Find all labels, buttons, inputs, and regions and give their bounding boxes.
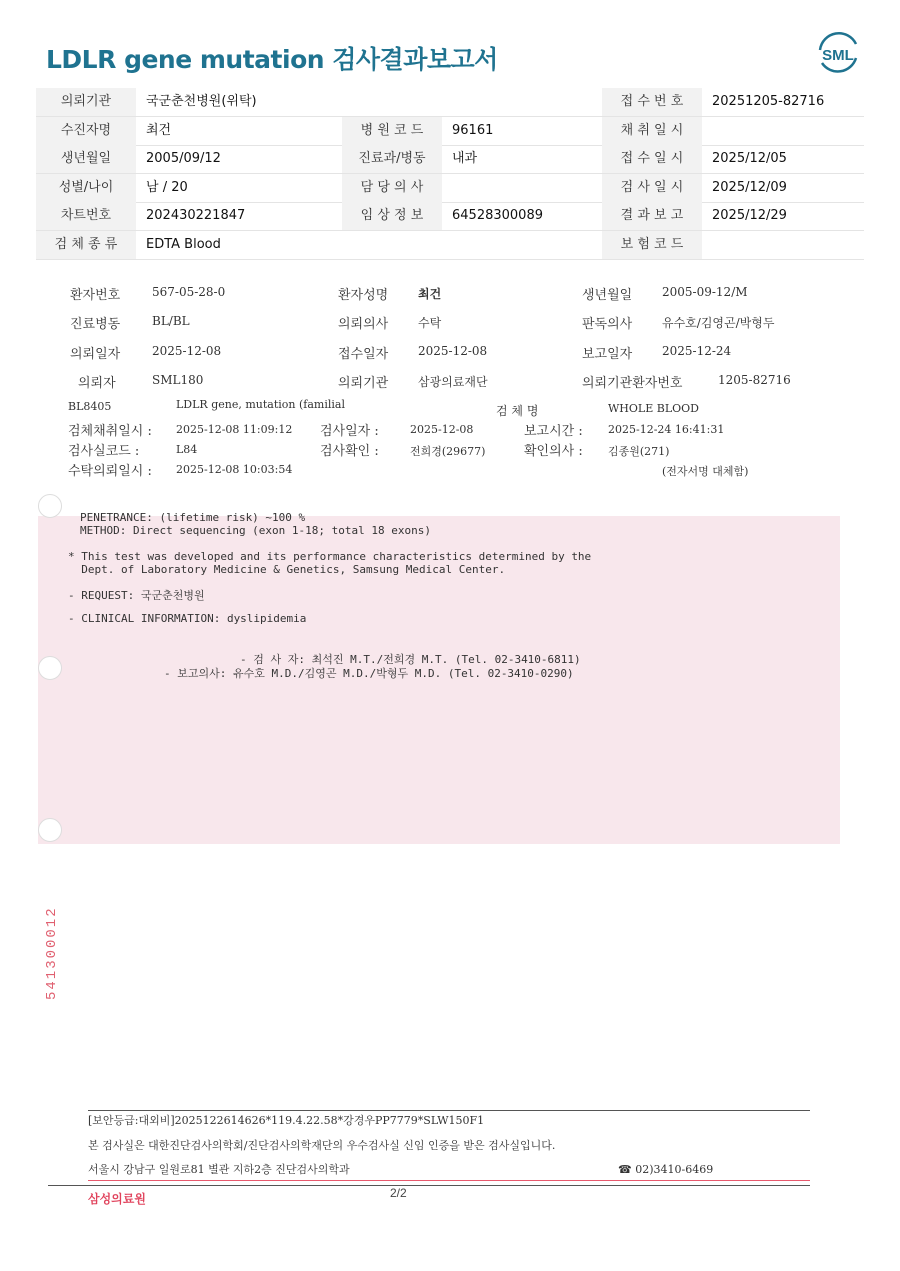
patient-label: 생년월일 — [582, 288, 633, 303]
patient-value: 567-05-28-0 — [152, 285, 226, 299]
header-label: 임 상 정 보 — [342, 202, 442, 230]
patient-label: 보고일자 — [582, 347, 633, 362]
patient-value: 2025-12-08 — [418, 344, 488, 358]
patient-value: 1205-82716 — [718, 373, 791, 387]
phone-text: ☎ 02)3410-6469 — [618, 1163, 714, 1176]
reporttime-label: 보고시간 : — [524, 424, 583, 439]
header-row — [36, 88, 864, 116]
security-line: [보안등급:대외비]2025122614626*119.4.22.58*강경우PP7779*SLW150F1 — [88, 1114, 485, 1127]
header-label: 담 당 의 사 — [342, 174, 442, 202]
patient-value: 유수호/김영곤/박형두 — [662, 316, 775, 330]
patient-label: 의뢰일자 — [70, 347, 121, 362]
header-label: 검 사 일 시 — [602, 174, 702, 202]
header-value — [702, 231, 864, 259]
report-line: - 검 사 자: 최석진 M.T./전희경 M.T. (Tel. 02-3410-6811) — [240, 653, 581, 666]
patient-value: 2025-12-24 — [662, 344, 732, 358]
specimen-label: 검 체 명 — [496, 404, 539, 418]
report-line: - CLINICAL INFORMATION: dyslipidemia — [68, 612, 307, 625]
patient-value: 최건 — [418, 287, 442, 301]
patient-label: 의뢰기관환자번호 — [582, 376, 683, 391]
report-line: * This test was developed and its performance characteristics determined by the — [68, 550, 592, 563]
collect-label: 검체채취일시 : — [68, 424, 152, 439]
header-label: 접 수 번 호 — [602, 88, 702, 116]
header-value: 2025/12/29 — [712, 208, 787, 224]
punch-hole — [38, 818, 62, 842]
header-value: 2005/09/12 — [146, 151, 221, 167]
header-value: 64528300089 — [452, 208, 543, 224]
report-title: LDLR gene mutation 검사결과보고서 — [46, 45, 498, 74]
header-value: 내과 — [452, 151, 478, 167]
header-label: 결 과 보 고 — [602, 202, 702, 230]
doctor-label: 확인의사 : — [524, 444, 583, 459]
header-row — [36, 231, 864, 259]
punch-hole — [38, 656, 62, 680]
header-label: 채 취 일 시 — [602, 117, 702, 145]
reporttime-value: 2025-12-24 16:41:31 — [608, 423, 725, 436]
header-row — [36, 117, 864, 145]
patient-label: 환자성명 — [338, 288, 389, 303]
test-name: LDLR gene, mutation (familial — [176, 398, 345, 411]
esign-note: (전자서명 대체함) — [662, 465, 749, 478]
header-value: EDTA Blood — [146, 237, 221, 252]
header-row — [36, 174, 864, 202]
certification-text: 본 검사실은 대한진단검사의학회/진단검사의학재단의 우수검사실 신임 인증을 받은 검사실입니다. — [88, 1139, 556, 1152]
header-label: 성별/나이 — [36, 174, 136, 202]
patient-value: 2005-09-12/M — [662, 285, 748, 299]
header-value — [702, 117, 864, 145]
specimen-value: WHOLE BLOOD — [608, 402, 699, 415]
header-label: 병 원 코 드 — [342, 117, 442, 145]
report-line: Dept. of Laboratory Medicine & Genetics, Samsung Medical Center. — [68, 563, 506, 576]
patient-value: BL/BL — [152, 314, 190, 328]
patient-label: 접수일자 — [338, 347, 389, 362]
patient-label: 진료병동 — [70, 317, 121, 332]
report-line: PENETRANCE: (lifetime risk) ~100 % — [80, 511, 306, 524]
header-label: 생년월일 — [36, 145, 136, 173]
confirm-value: 전희경(29677) — [410, 445, 486, 458]
header-label: 수진자명 — [36, 117, 136, 145]
testdate-value: 2025-12-08 — [410, 423, 474, 436]
sml-logo — [814, 30, 862, 76]
labcode-label: 검사실코드 : — [68, 444, 140, 459]
report-line: - REQUEST: 국군춘천병원 — [68, 589, 205, 602]
header-row — [36, 145, 864, 173]
header-value: 남 / 20 — [146, 179, 188, 195]
labcode-value: L84 — [176, 443, 198, 456]
header-label: 보 험 코 드 — [602, 231, 702, 259]
patient-label: 의뢰의사 — [338, 317, 389, 332]
header-label: 진료과/병동 — [342, 145, 442, 173]
side-serial-number: 541300012 — [44, 906, 60, 1000]
report-line: - 보고의사: 유수호 M.D./김영곤 M.D./박형두 M.D. (Tel. 02-3410-0290) — [164, 667, 574, 680]
patient-label: 환자번호 — [70, 288, 121, 303]
collect-value: 2025-12-08 11:09:12 — [176, 423, 293, 436]
header-label: 검 체 종 류 — [36, 231, 136, 259]
patient-label: 판독의사 — [582, 317, 633, 332]
consign-label: 수탁의뢰일시 : — [68, 464, 152, 479]
consign-value: 2025-12-08 10:03:54 — [176, 463, 293, 476]
patient-value: 2025-12-08 — [152, 344, 222, 358]
doctor-value: 김종원(271) — [608, 445, 670, 458]
patient-value: 수탁 — [418, 316, 442, 330]
confirm-label: 검사확인 : — [320, 444, 379, 459]
page-number: 2/2 — [390, 1186, 407, 1200]
testdate-label: 검사일자 : — [320, 424, 379, 439]
header-value: 2025/12/05 — [712, 151, 787, 167]
patient-label: 의뢰기관 — [338, 376, 389, 391]
header-row — [36, 202, 864, 230]
header-value: 20251205-82716 — [712, 94, 825, 109]
header-value — [442, 174, 602, 202]
header-value: 2025/12/09 — [712, 179, 787, 195]
header-value: 96161 — [452, 122, 494, 138]
patient-value: 삼광의료재단 — [418, 375, 488, 389]
punch-hole — [38, 494, 62, 518]
header-label: 차트번호 — [36, 202, 136, 230]
patient-label: 의뢰자 — [78, 376, 116, 391]
logo-text: SML — [822, 47, 854, 64]
report-line: METHOD: Direct sequencing (exon 1-18; total 18 exons) — [80, 524, 431, 537]
patient-value: SML180 — [152, 373, 204, 387]
header-value: 국군춘천병원(위탁) — [146, 94, 257, 109]
test-code: BL8405 — [68, 400, 112, 413]
header-value: 202430221847 — [146, 208, 246, 224]
header-label: 의뢰기관 — [36, 88, 136, 116]
header-label: 접 수 일 시 — [602, 145, 702, 173]
header-value: 최건 — [146, 122, 172, 138]
hospital-name: 삼성의료원 — [88, 1192, 146, 1206]
address-text: 서울시 강남구 일원로81 별관 지하2층 진단검사의학과 — [88, 1163, 350, 1176]
